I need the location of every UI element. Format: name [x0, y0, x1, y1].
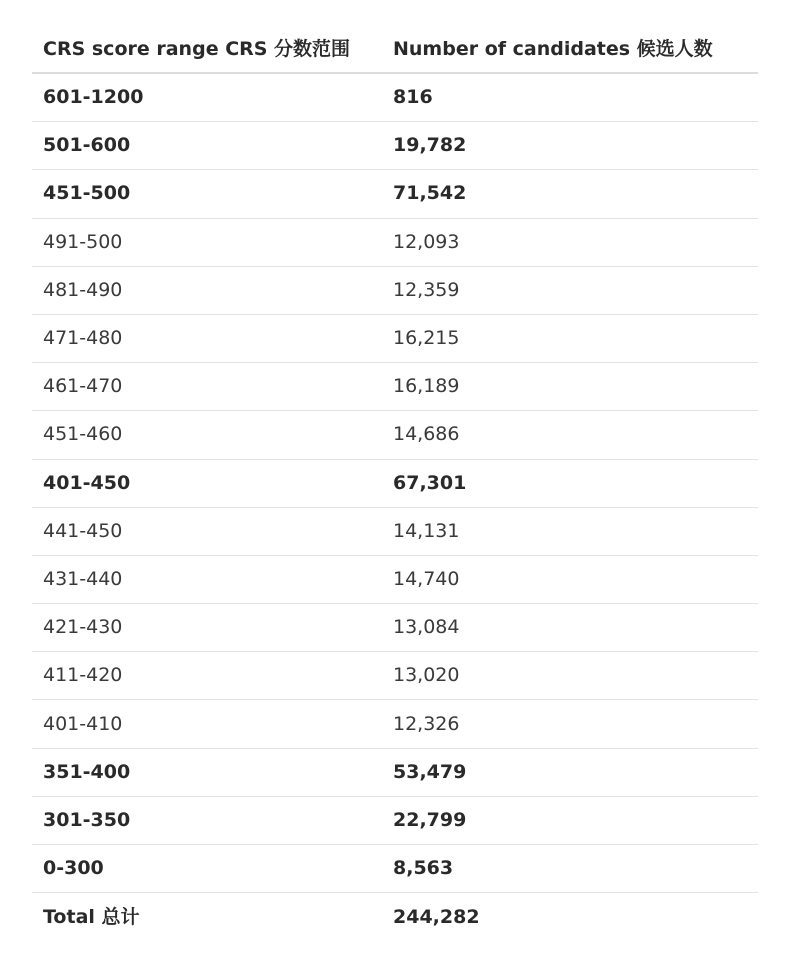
- crs-range-cell: 421-430: [43, 616, 123, 639]
- candidate-count-cell: 13,020: [393, 664, 460, 687]
- table-row: [32, 797, 758, 845]
- crs-range-cell: 301-350: [43, 808, 131, 831]
- crs-range-cell: 491-500: [43, 230, 123, 253]
- crs-range-cell: 471-480: [43, 327, 123, 350]
- candidate-count-cell: 19,782: [393, 134, 467, 157]
- crs-range-cell: 481-490: [43, 278, 123, 301]
- candidate-count-cell: 16,189: [393, 375, 460, 398]
- table-row: [32, 845, 758, 893]
- candidate-count-cell: 12,359: [393, 278, 460, 301]
- candidate-count-cell: 14,740: [393, 567, 460, 590]
- table-row: [32, 652, 758, 700]
- table-row: [32, 604, 758, 652]
- table-row: [32, 315, 758, 363]
- candidate-count-cell: 14,131: [393, 519, 460, 542]
- table-row: [32, 508, 758, 556]
- crs-distribution-table: [32, 26, 758, 941]
- table-row: [32, 363, 758, 411]
- table-row: [32, 700, 758, 748]
- table-row: [32, 267, 758, 315]
- crs-range-cell: 401-410: [43, 712, 123, 735]
- crs-range-cell: 431-440: [43, 567, 123, 590]
- crs-range-cell: 501-600: [43, 134, 131, 157]
- candidate-count-cell: 16,215: [393, 327, 460, 350]
- crs-range-cell: 401-450: [43, 471, 131, 494]
- header-number-of-candidates: Number of candidates 候选人数: [393, 37, 713, 60]
- crs-range-cell: 461-470: [43, 375, 123, 398]
- table-row: [32, 219, 758, 267]
- candidate-count-cell: 12,326: [393, 712, 460, 735]
- candidate-count-cell: 13,084: [393, 616, 460, 639]
- candidate-count-cell: 14,686: [393, 423, 460, 446]
- table-row: [32, 122, 758, 170]
- table-header-row: [32, 26, 758, 74]
- candidate-count-cell: 8,563: [393, 857, 454, 880]
- total-label: Total 总计: [43, 905, 140, 928]
- table-row: [32, 74, 758, 122]
- candidate-count-cell: 53,479: [393, 760, 467, 783]
- crs-range-cell: 411-420: [43, 664, 123, 687]
- crs-range-cell: 451-460: [43, 423, 123, 446]
- crs-range-cell: 441-450: [43, 519, 123, 542]
- candidate-count-cell: 71,542: [393, 182, 467, 205]
- table-row: [32, 749, 758, 797]
- total-count: 244,282: [393, 905, 480, 928]
- candidate-count-cell: 816: [393, 86, 433, 109]
- candidate-count-cell: 12,093: [393, 230, 460, 253]
- table-row: [32, 170, 758, 218]
- table-body: [32, 74, 758, 893]
- candidate-count-cell: 22,799: [393, 808, 467, 831]
- table-total-row: [32, 893, 758, 941]
- crs-range-cell: 451-500: [43, 182, 131, 205]
- crs-range-cell: 0-300: [43, 857, 104, 880]
- table-row: [32, 460, 758, 508]
- crs-range-cell: 601-1200: [43, 86, 144, 109]
- table-row: [32, 556, 758, 604]
- candidate-count-cell: 67,301: [393, 471, 467, 494]
- table-row: [32, 411, 758, 459]
- crs-range-cell: 351-400: [43, 760, 131, 783]
- header-crs-score-range: CRS score range CRS 分数范围: [43, 37, 351, 60]
